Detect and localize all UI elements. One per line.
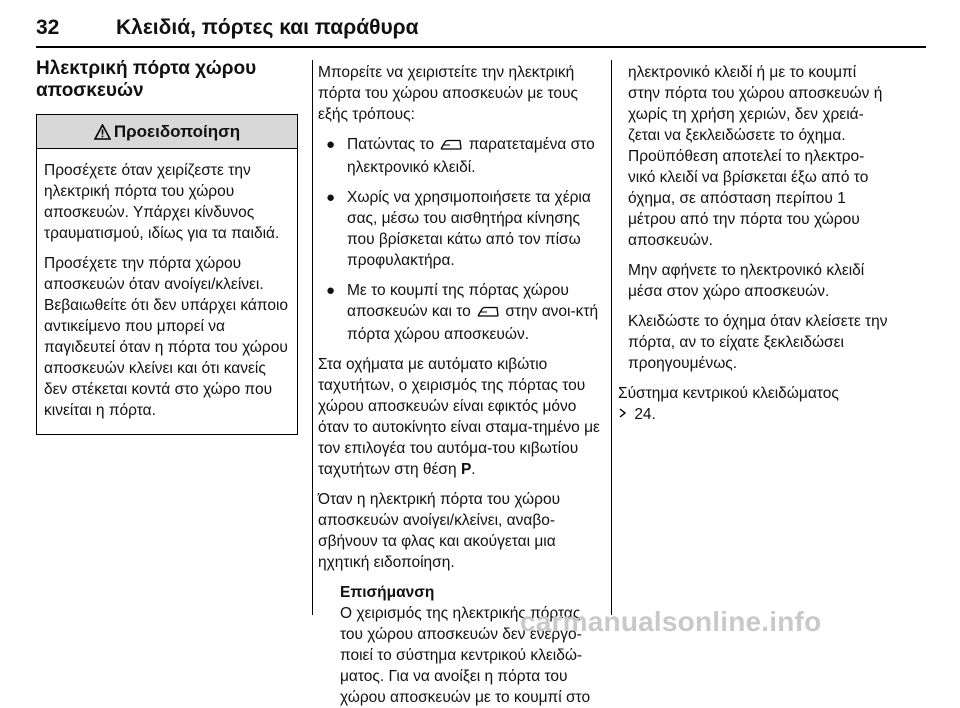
list-item-text: στην ανοι-κτή πόρτα χώρου αποσκευών. (347, 303, 599, 343)
header-rule (36, 46, 926, 48)
list-item-text: Με το κουμπί της πόρτας χώρου αποσκευών και το (347, 282, 569, 320)
reference-arrow-icon[interactable] (618, 404, 630, 425)
list-item-text: παρατεταμένα στο ηλεκτρονικό κλειδί. (347, 136, 595, 176)
page-number: 32 (36, 16, 60, 39)
warning-header (37, 115, 297, 149)
section-heading: Ηλεκτρική πόρτα χώρου αποσκευών (36, 58, 257, 101)
reference-text: Σύστημα κεντρικού κλειδώματος (618, 385, 839, 402)
warning-box (36, 114, 298, 435)
warning-paragraph: Προσέχετε όταν χειρίζεστε την ηλεκτρική πόρτα του χώρου αποσκευών. Υπάρχει κίνδυνος τραυματισμού, ιδίως για τα παιδιά. (44, 162, 280, 242)
automatic-transmission-paragraph (318, 354, 602, 480)
column-divider (312, 60, 313, 615)
note-title: Επισήμανση (340, 584, 435, 601)
note-continuation (618, 62, 890, 374)
paragraph-text: . (471, 461, 476, 478)
warning-body (37, 149, 297, 434)
note-text: Μην αφήνετε το ηλεκτρονικό κλειδί μέσα στον χώρο αποσκευών. (628, 262, 865, 300)
watermark: carmanualsonline.info (520, 606, 822, 637)
gear-position: P (460, 461, 472, 478)
column-left (36, 58, 298, 435)
list-item-text: Χωρίς να χρησιμοποιήσετε τα χέρια σας, μέσω του αισθητήρα κίνησης που βρίσκεται κάτω από τον πίσω προφυλακτήρα. (347, 189, 591, 269)
note-text: Ο χειρισμός της ηλεκτρικής πόρτας του χώρου αποσκευών δεν ενεργο-ποιεί το σύστημα κεντρικού κλειδώ-ματος. Για να ανοίξει η πόρτα του χώρου αποσκευών με το κουμπί στο (340, 605, 591, 706)
list-item-text: Πατώντας το (347, 136, 435, 153)
list-item (318, 280, 602, 345)
warning-triangle-icon (94, 122, 114, 141)
note-text: ηλεκτρονικό κλειδί ή με το κουμπί στην πόρτα του χώρου αποσκευών ή χωρίς τη χρήση χεριών, δεν χρειά-ζεται να ξεκλειδώσετε το όχημα. Προϋπόθεση αποτελεί το ηλεκτρο-νικό κλειδί να βρίσκεται έξω από το όχημα, σε απόσταση περίπου 1 μέτρου από την πόρτα του χώρου αποσκευών. (628, 64, 883, 249)
reference-page[interactable]: 24. (634, 406, 656, 423)
list-item (318, 187, 602, 271)
bullet-icon: ● (326, 282, 336, 299)
note-block (318, 582, 602, 708)
column-divider (611, 60, 612, 615)
note-text: Κλειδώστε το όχημα όταν κλείσετε την πόρτα, αν το είχατε ξεκλειδώσει προηγουμένως. (628, 313, 888, 372)
paragraph-text: Στα οχήματα με αυτόματο κιβώτιο ταχυτήτων, ο χειρισμός της πόρτας του χώρου αποσκευών είναι εφικτός μόνο όταν το αυτοκίνητο είναι σταμα-τημένο με τον επιλογέα του αυτόμα-του κιβωτίου ταχυτήτων στη θέση (318, 356, 600, 478)
intro-paragraph: Μπορείτε να χειριστείτε την ηλεκτρική πόρτα του χώρου αποσκευών με τους εξής τρόπους: (318, 64, 578, 123)
bullet-icon: ● (326, 189, 336, 206)
chapter-title: Κλειδιά, πόρτες και παράθυρα (116, 16, 419, 39)
list-item (318, 134, 602, 178)
page-header (36, 16, 926, 46)
operation-methods-list (318, 134, 602, 345)
warning-paragraph: Προσέχετε την πόρτα χώρου αποσκευών όταν ανοίγει/κλείνει. Βεβαιωθείτε ότι δεν υπάρχει κάποιο αντικείμενο που μπορεί να παγιδευτεί όταν η πόρτα του χώρου αποσκευών κλείνει και ότι κανείς δεν στέκεται κοντά στο χώρο που κινείται η πόρτα. (44, 255, 289, 419)
column-right (618, 62, 890, 434)
cross-reference (618, 383, 890, 425)
bullet-icon: ● (326, 136, 336, 153)
signal-paragraph: Όταν η ηλεκτρική πόρτα του χώρου αποσκευών ανοίγει/κλείνει, αναβο-σβήνουν τα φλας και ακούγεται μια ηχητική ειδοποίηση. (318, 491, 561, 571)
tailgate-icon (440, 136, 462, 157)
tailgate-icon (477, 303, 499, 324)
warning-title: Προειδοποίηση (113, 122, 241, 141)
